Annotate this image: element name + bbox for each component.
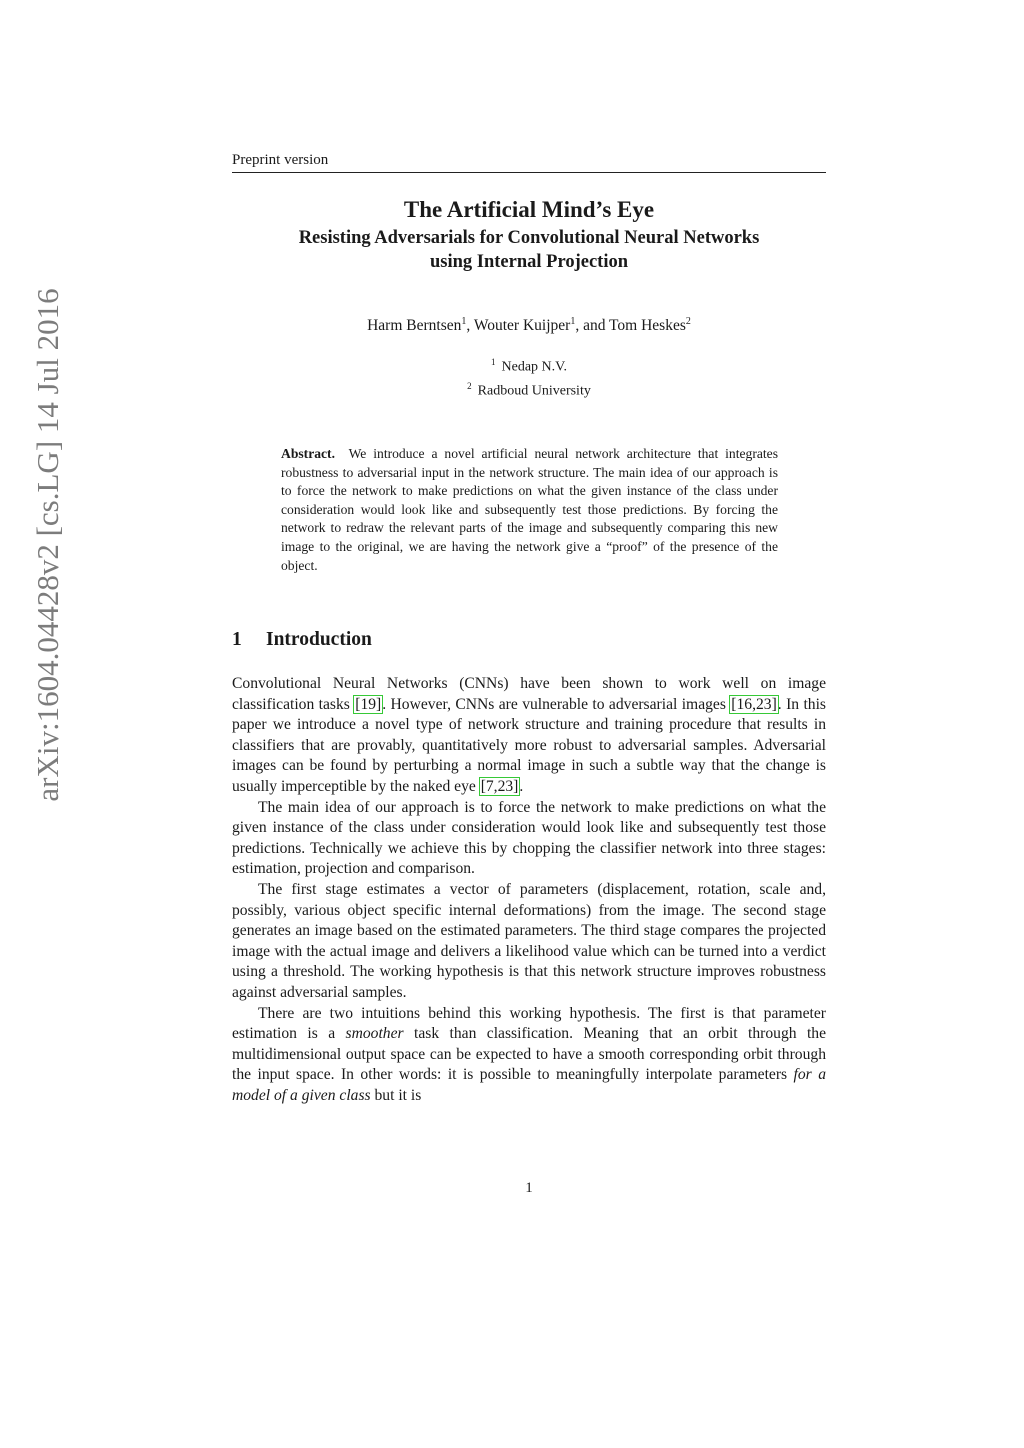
paragraph: [232, 1004, 826, 1107]
author-affiliation-mark: 1: [461, 316, 467, 327]
affiliation-item: [232, 377, 826, 401]
paragraph-text: . In this paper we introduce a novel type of network structure and training procedure that results in classifiers that are provably, quantitatively more robust to adversarial samples. Adversarial images can be found by perturbing a normal image in such a subtle way that the change is usually imperceptible by the naked eye: [232, 695, 826, 795]
author-separator: , and: [575, 317, 610, 335]
paragraph-text: Convolutional Neural Networks (CNNs) have been shown to work well on image classification tasks: [232, 675, 826, 713]
paragraph: The main idea of our approach is to force the network to make predictions on what the given instance of the class under consideration would look like and subsequently test those predictions. Technically we achieve this by chopping the classifier network into three stages: estimation, projection and comparison.: [232, 798, 826, 878]
abstract-label: Abstract.: [281, 446, 335, 461]
affiliation-list: [232, 353, 826, 400]
paragraph-text: .: [519, 777, 524, 795]
arxiv-identifier-stamp: arXiv:1604.04428v2 [cs.LG] 14 Jul 2016: [30, 288, 65, 802]
paragraph: [232, 674, 826, 798]
running-head: Preprint version: [232, 152, 826, 173]
title-block: [232, 194, 826, 274]
paragraph-text: but it is: [370, 1086, 422, 1104]
paper-subtitle-line1: Resisting Adversarials for Convolutional Neural Networks: [298, 228, 760, 248]
author-name: Wouter Kuijper: [473, 317, 571, 335]
affiliation-name: Nedap N.V.: [501, 359, 567, 375]
citation-link[interactable]: [7,23]: [480, 777, 519, 795]
author-affiliation-mark: 2: [685, 316, 691, 327]
author-separator: ,: [466, 317, 474, 335]
paragraph-text: task than classification. Meaning that an orbit through the multidimensional output space can be expected to have a smooth corresponding orbit through the input space. In other words: it is possible to meaningfully interpolate parameters: [232, 1025, 827, 1084]
emphasis-text: for a model of a given class: [232, 1066, 826, 1104]
citation-link[interactable]: [16,23]: [731, 695, 777, 713]
section-body: [232, 674, 826, 1106]
section-heading: [232, 629, 826, 651]
section-number: 1: [232, 629, 242, 650]
page-number: 1: [525, 1180, 533, 1196]
abstract-text: We introduce a novel artificial neural network architecture that integrates robustness to adversarial input in the network structure. The main idea of our approach is to force the network to make predictions on what the given instance of the class under consideration would look like and subsequently test those predictions. By forcing the network to redraw the relevant parts of the image and subsequently comparing this new image to the original, we are having the network give a “proof” of the presence of the object.: [281, 446, 778, 573]
affiliation-name: Radboud University: [477, 383, 591, 399]
author-name: Tom Heskes: [609, 317, 686, 335]
affiliation-mark: 1: [491, 357, 496, 367]
abstract: [281, 445, 778, 575]
paragraph-text: . However, CNNs are vulnerable to adversarial images: [382, 695, 731, 713]
citation-link[interactable]: [19]: [355, 695, 382, 713]
paragraph: The first stage estimates a vector of parameters (displacement, rotation, scale and, possibly, various object specific internal deformations) from the image. The second stage generates an image based on the estimated parameters. The third stage compares the projected image with the actual image and delivers a likelihood value which can be turned into a verdict using a threshold. The working hypothesis is that this network structure improves robustness against adversarial samples.: [232, 880, 826, 1001]
emphasis-text: smoother: [345, 1025, 404, 1043]
author-list: [232, 316, 826, 335]
author-affiliation-mark: 1: [570, 316, 576, 327]
paragraph-text: There are two intuitions behind this working hypothesis. The first is that parameter estimation is a: [232, 1004, 826, 1043]
affiliation-mark: 2: [467, 380, 472, 391]
affiliation-item: [232, 353, 826, 377]
paper-subtitle-line2: using Internal Projection: [429, 252, 629, 272]
section-title: Introduction: [266, 629, 372, 650]
author-name: Harm Berntsen: [367, 317, 462, 335]
paper-title: The Artificial Mind’s Eye: [403, 197, 655, 222]
